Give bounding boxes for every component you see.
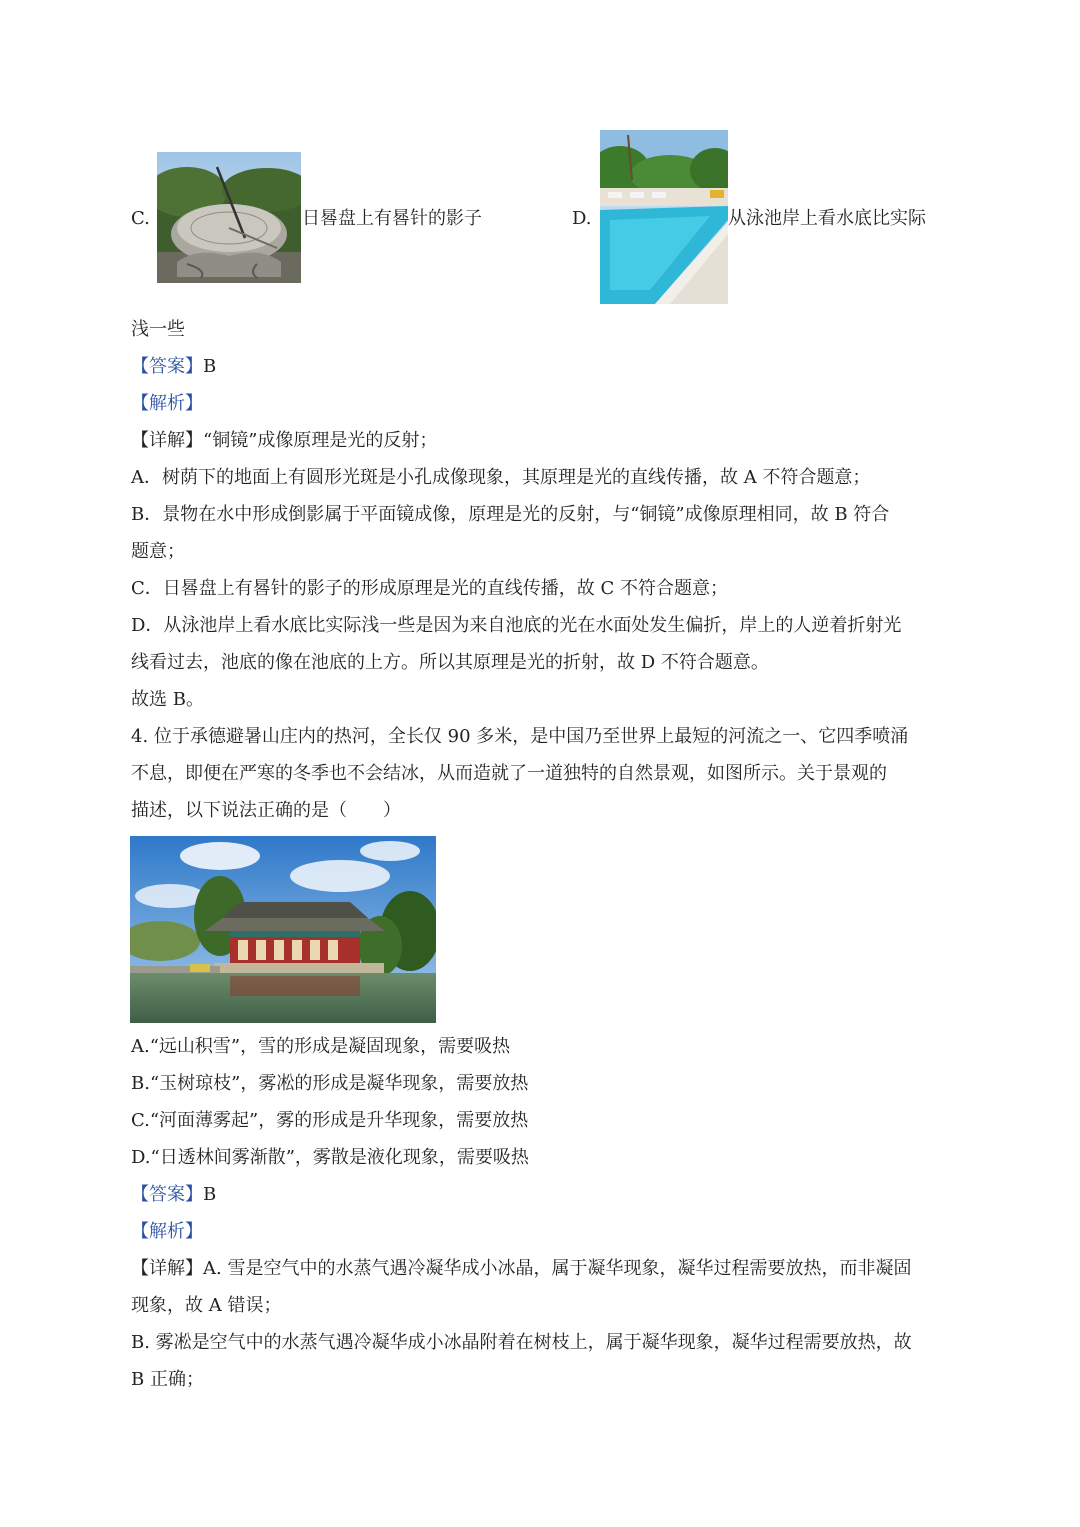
q4-option-b: B.“玉树琼枝”，雾凇的形成是凝华现象，需要放热: [131, 1073, 529, 1094]
detail-tag: 【详解】: [131, 430, 203, 451]
q4-detail-b-line2: B 正确；: [131, 1369, 204, 1390]
q3-analysis-heading: [131, 392, 203, 416]
answer-value: B: [203, 1184, 217, 1205]
q4-stem-line1: 4. 位于承德避暑山庄内的热河，全长仅 90 多米，是中国乃至世界上最短的河流之一、它四季喷涌: [131, 726, 909, 747]
answer-tag: 【答案】: [131, 1184, 203, 1205]
q3-detail-a: A．树荫下的地面上有圆形光斑是小孔成像现象，其原理是光的直线传播，故 A 不符合题意；: [131, 467, 871, 488]
q3-conclusion: 故选 B。: [131, 689, 204, 710]
q4-detail-a-line2: 现象，故 A 错误；: [131, 1295, 282, 1316]
detail-a-text: A. 雪是空气中的水蒸气遇冷凝华成小冰晶，属于凝华现象，凝华过程需要放热，而非凝固: [203, 1258, 912, 1279]
option-d-continuation: 浅一些: [131, 319, 185, 340]
q4-option-a: A.“远山积雪”，雪的形成是凝固现象，需要吸热: [131, 1036, 511, 1057]
q4-answer: [131, 1183, 216, 1207]
option-c-text: 日晷盘上有晷针的影子: [302, 208, 482, 229]
detail-tag: 【详解】: [131, 1258, 203, 1279]
q3-detail-d-line1: D．从泳池岸上看水底比实际浅一些是因为来自池底的光在水面处发生偏折，岸上的人逆着折射光: [131, 615, 902, 636]
q3-answer: [131, 355, 216, 379]
pool-image: [600, 130, 728, 304]
analysis-tag: 【解析】: [131, 1221, 203, 1242]
q4-detail-b-line1: B. 雾凇是空气中的水蒸气遇冷凝华成小冰晶附着在树枝上，属于凝华现象，凝华过程需要放热，故: [131, 1332, 912, 1353]
detail-intro-text: “铜镜”成像原理是光的反射；: [203, 430, 438, 451]
q4-option-d: D.“日透林间雾渐散”，雾散是液化现象，需要吸热: [131, 1147, 529, 1168]
answer-tag: 【答案】: [131, 356, 203, 377]
pavilion-image: [130, 836, 436, 1023]
analysis-tag: 【解析】: [131, 393, 203, 414]
q3-detail-d-line2: 线看过去，池底的像在池底的上方。所以其原理是光的折射，故 D 不符合题意。: [131, 652, 769, 673]
q4-detail-a-line1: [131, 1257, 911, 1281]
option-d-letter: D.: [572, 208, 592, 229]
q3-detail-c: C．日晷盘上有晷针的影子的形成原理是光的直线传播，故 C 不符合题意；: [131, 578, 728, 599]
q4-stem-line2: 不息，即便在严寒的冬季也不会结冰，从而造就了一道独特的自然景观，如图所示。关于景观的: [131, 763, 887, 784]
answer-value: B: [203, 356, 217, 377]
option-c-letter: C.: [131, 208, 150, 229]
option-d-text: 从泳池岸上看水底比实际: [728, 208, 926, 229]
q4-stem-line3: 描述，以下说法正确的是（ ）: [131, 800, 401, 821]
sundial-image: [157, 152, 301, 283]
q4-option-c: C.“河面薄雾起”，雾的形成是升华现象，需要放热: [131, 1110, 529, 1131]
q3-detail-intro: [131, 429, 437, 453]
q3-detail-b-line1: B．景物在水中形成倒影属于平面镜成像，原理是光的反射，与“铜镜”成像原理相同，故 B 符合: [131, 504, 890, 525]
q3-detail-b-line2: 题意；: [131, 541, 185, 562]
q4-analysis-heading: [131, 1220, 203, 1244]
